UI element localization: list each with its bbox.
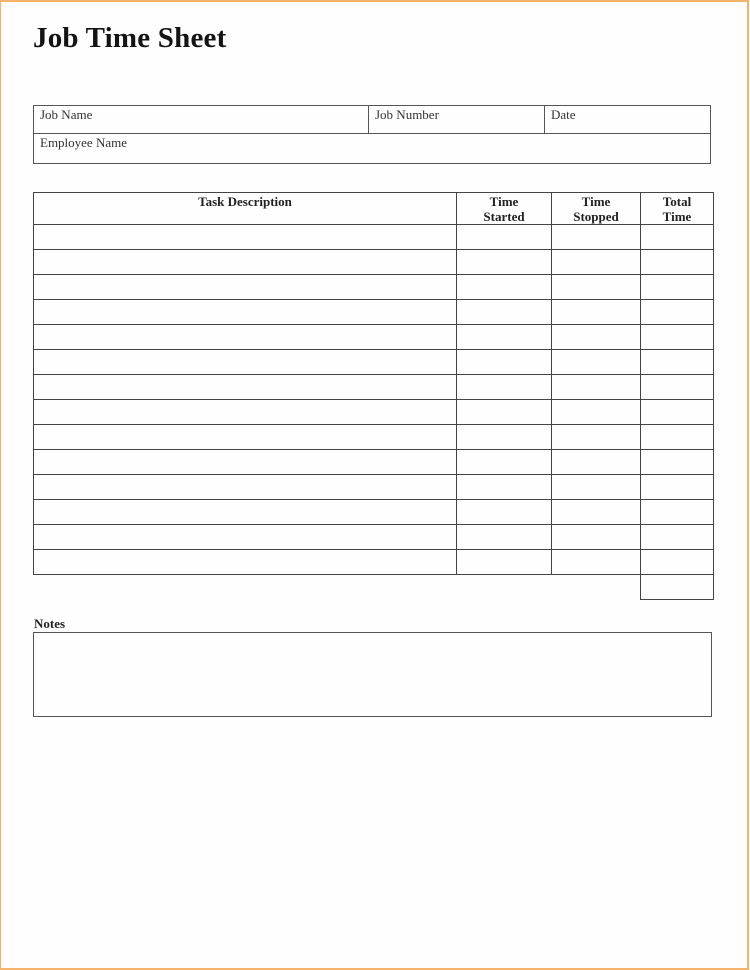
task-description-cell[interactable] — [34, 225, 457, 250]
empty-cell — [34, 575, 457, 600]
time-stopped-cell[interactable] — [552, 475, 641, 500]
job-name-label: Job Name — [40, 107, 93, 122]
time-stopped-cell[interactable] — [552, 250, 641, 275]
time-started-cell[interactable] — [457, 275, 552, 300]
total-time-cell[interactable] — [641, 250, 714, 275]
time-stopped-cell[interactable] — [552, 450, 641, 475]
time-started-cell[interactable] — [457, 375, 552, 400]
total-time-cell[interactable] — [641, 475, 714, 500]
table-row — [34, 225, 714, 250]
time-stopped-cell[interactable] — [552, 400, 641, 425]
task-description-cell[interactable] — [34, 350, 457, 375]
table-row — [34, 550, 714, 575]
task-description-cell[interactable] — [34, 300, 457, 325]
time-started-cell[interactable] — [457, 500, 552, 525]
time-stopped-cell[interactable] — [552, 500, 641, 525]
table-row — [34, 350, 714, 375]
time-stopped-cell[interactable] — [552, 350, 641, 375]
time-stopped-cell[interactable] — [552, 425, 641, 450]
time-stopped-cell[interactable] — [552, 550, 641, 575]
task-description-cell[interactable] — [34, 325, 457, 350]
task-description-cell[interactable] — [34, 400, 457, 425]
time-stopped-cell[interactable] — [552, 275, 641, 300]
task-table — [33, 192, 714, 600]
employee-name-field[interactable] — [34, 134, 710, 164]
notes-label: Notes — [34, 616, 66, 631]
date-label: Date — [551, 107, 576, 122]
table-row — [34, 400, 714, 425]
total-time-cell[interactable] — [641, 400, 714, 425]
column-header-task-description: Task Description — [34, 193, 457, 225]
empty-cell — [457, 575, 552, 600]
total-time-cell[interactable] — [641, 425, 714, 450]
time-started-cell[interactable] — [457, 425, 552, 450]
table-header-row — [34, 193, 714, 225]
grand-total-cell[interactable] — [641, 575, 714, 600]
table-row — [34, 425, 714, 450]
notes-field[interactable] — [33, 632, 712, 717]
task-description-cell[interactable] — [34, 425, 457, 450]
task-description-cell[interactable] — [34, 500, 457, 525]
empty-cell — [552, 575, 641, 600]
task-description-cell[interactable] — [34, 375, 457, 400]
time-started-cell[interactable] — [457, 300, 552, 325]
table-row — [34, 375, 714, 400]
total-time-cell[interactable] — [641, 450, 714, 475]
time-started-cell[interactable] — [457, 450, 552, 475]
total-time-cell[interactable] — [641, 375, 714, 400]
time-started-cell[interactable] — [457, 350, 552, 375]
task-description-cell[interactable] — [34, 250, 457, 275]
time-started-cell[interactable] — [457, 400, 552, 425]
grand-total-row — [34, 575, 714, 600]
job-info-box — [33, 105, 711, 164]
table-row — [34, 475, 714, 500]
job-number-field[interactable] — [369, 106, 545, 134]
time-started-cell[interactable] — [457, 475, 552, 500]
column-header-total-time: Total Time — [641, 193, 714, 225]
time-started-cell[interactable] — [457, 550, 552, 575]
time-started-cell[interactable] — [457, 325, 552, 350]
time-started-cell[interactable] — [457, 225, 552, 250]
table-row — [34, 250, 714, 275]
time-stopped-cell[interactable] — [552, 375, 641, 400]
time-started-cell[interactable] — [457, 525, 552, 550]
total-time-cell[interactable] — [641, 350, 714, 375]
time-started-cell[interactable] — [457, 250, 552, 275]
employee-name-label: Employee Name — [40, 135, 127, 150]
total-time-cell[interactable] — [641, 300, 714, 325]
task-description-cell[interactable] — [34, 275, 457, 300]
total-time-cell[interactable] — [641, 525, 714, 550]
job-number-label: Job Number — [375, 107, 439, 122]
time-stopped-cell[interactable] — [552, 525, 641, 550]
table-row — [34, 450, 714, 475]
column-header-time-started: Time Started — [457, 193, 552, 225]
total-time-cell[interactable] — [641, 275, 714, 300]
date-field[interactable] — [545, 106, 711, 134]
total-time-cell[interactable] — [641, 550, 714, 575]
time-stopped-cell[interactable] — [552, 225, 641, 250]
total-time-cell[interactable] — [641, 225, 714, 250]
task-description-cell[interactable] — [34, 550, 457, 575]
table-row — [34, 325, 714, 350]
total-time-cell[interactable] — [641, 500, 714, 525]
time-stopped-cell[interactable] — [552, 300, 641, 325]
table-row — [34, 525, 714, 550]
table-row — [34, 300, 714, 325]
table-row — [34, 275, 714, 300]
total-time-cell[interactable] — [641, 325, 714, 350]
task-description-cell[interactable] — [34, 450, 457, 475]
page-title: Job Time Sheet — [33, 22, 227, 54]
table-row — [34, 500, 714, 525]
task-description-cell[interactable] — [34, 475, 457, 500]
column-header-time-stopped: Time Stopped — [552, 193, 641, 225]
task-description-cell[interactable] — [34, 525, 457, 550]
job-name-field[interactable] — [34, 106, 369, 134]
time-stopped-cell[interactable] — [552, 325, 641, 350]
